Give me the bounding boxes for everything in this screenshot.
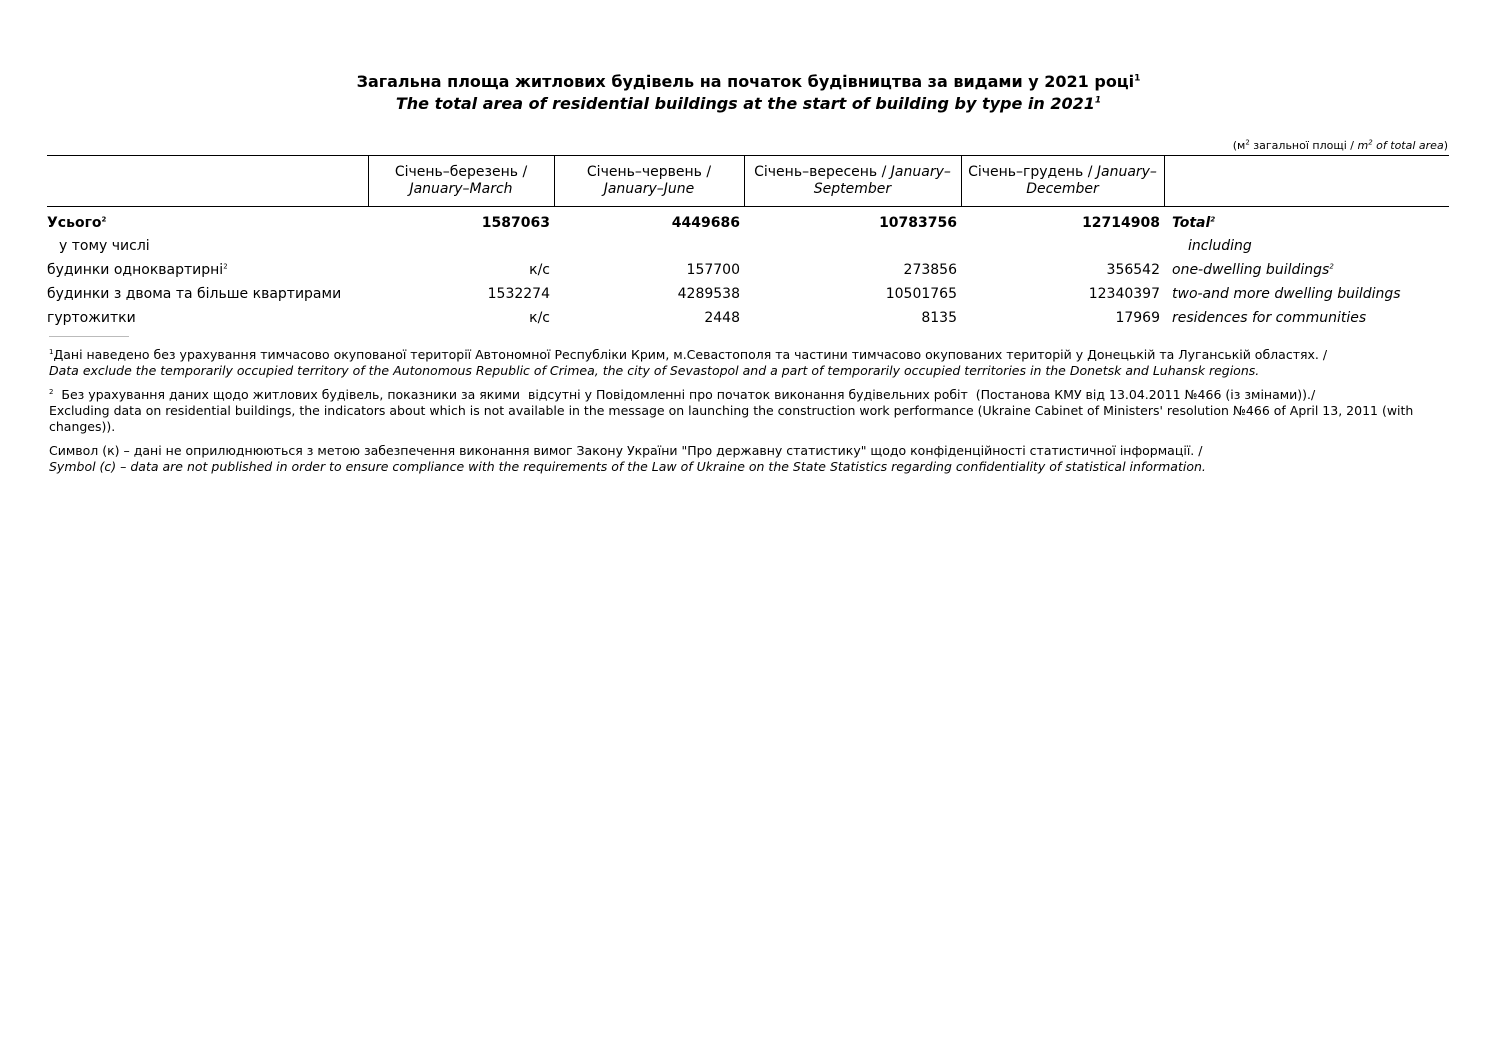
footnote-1-en: Data exclude the temporarily occupied territory of the Autonomous Republic of Crimea, the city of Sevastopol and a part of temporarily occupied territories in the Donetsk and Luhansk regions. bbox=[49, 363, 1260, 378]
footnote-symbol-uk: Символ (к) – дані не оприлюднюються з метою забезпечення виконання вимог Закону України "Про державну статистику" щодо конфіденційності статистичної інформації. / bbox=[49, 443, 1203, 458]
title-english-text: The total area of residential buildings at the start of building by type in 2021 bbox=[395, 94, 1095, 113]
cell-value bbox=[961, 234, 1164, 258]
footnote-2-en: Excluding data on residential buildings, the indicators about which is not available in the message on launching the construction work performance (Ukraine Cabinet of Ministers' resolution №466 of April 13, 2011 (with changes)). bbox=[49, 403, 1414, 434]
row-label-uk-sup: 2 bbox=[101, 215, 107, 224]
footnotes bbox=[49, 347, 1449, 483]
table-row-multi-dwelling bbox=[47, 282, 1449, 306]
row-label-en-text: Total bbox=[1172, 215, 1211, 231]
row-label-uk: будинки з двома та більше квартирами bbox=[47, 286, 342, 302]
cell-value bbox=[554, 234, 744, 258]
cell-value: 273856 bbox=[903, 262, 957, 278]
row-label-en: including bbox=[1188, 238, 1252, 254]
table-row-residences bbox=[47, 306, 1449, 330]
units-note bbox=[1233, 139, 1448, 152]
title-english bbox=[0, 94, 1497, 113]
cell-value: 2448 bbox=[704, 310, 740, 326]
title-ukrainian-footnote-mark: 1 bbox=[1134, 73, 1141, 84]
row-label-en-sup: 2 bbox=[1329, 262, 1334, 271]
column-header-year-uk: Січень–грудень / bbox=[968, 164, 1097, 180]
cell-value: 1532274 bbox=[487, 286, 550, 302]
footnote-symbol bbox=[49, 443, 1449, 475]
column-header-q1-en: January–March bbox=[409, 181, 513, 197]
footnote-2-mark: 2 bbox=[49, 387, 54, 396]
cell-value: 12714908 bbox=[1082, 215, 1160, 231]
cell-value: 10501765 bbox=[885, 286, 957, 302]
column-header-9m-uk: Січень–вересень / bbox=[754, 164, 891, 180]
row-label-uk-text: будинки одноквартирні bbox=[47, 262, 224, 278]
units-en-sup: 2 bbox=[1368, 138, 1373, 147]
units-close: ) bbox=[1443, 139, 1448, 152]
column-header-9m-en: September bbox=[813, 181, 892, 197]
title-ukrainian bbox=[0, 72, 1497, 91]
row-label-en bbox=[1164, 207, 1449, 235]
column-header-year bbox=[961, 156, 1164, 207]
cell-value: к/с bbox=[529, 262, 550, 278]
footnote-separator bbox=[49, 336, 129, 337]
header-blank-right bbox=[1164, 156, 1449, 207]
footnote-1-mark: 1 bbox=[49, 347, 54, 356]
cell-value bbox=[368, 234, 554, 258]
title-ukrainian-text: Загальна площа житлових будівель на початок будівництва за видами у 2021 році bbox=[356, 72, 1135, 91]
footnote-2-uk: Без урахування даних щодо житлових будівель, показники за якими відсутні у Повідомленні про початок виконання будівельних робіт (Постанова КМУ від 13.04.2011 №466 (із змінами))./ bbox=[53, 387, 1316, 402]
table-header-row bbox=[47, 156, 1449, 207]
footnote-1 bbox=[49, 347, 1449, 379]
row-label-en-text: one-dwelling buildings bbox=[1172, 262, 1330, 278]
column-header-9m bbox=[744, 156, 961, 207]
footnote-symbol-en: Symbol (c) – data are not published in order to ensure compliance with the requirements of the Law of Ukraine on the State Statistics regarding confidentiality of statistical information. bbox=[49, 459, 1206, 474]
cell-value: 4289538 bbox=[677, 286, 740, 302]
column-header-q1 bbox=[368, 156, 554, 207]
units-en-rest: of total area bbox=[1372, 139, 1444, 152]
units-uk-sup: 2 bbox=[1245, 138, 1250, 147]
units-uk-rest: загальної площі / bbox=[1249, 139, 1358, 152]
row-label-uk: у тому числі bbox=[59, 238, 150, 254]
row-label-en bbox=[1164, 258, 1449, 282]
cell-value: 8135 bbox=[921, 310, 957, 326]
row-label-en-sup: 2 bbox=[1210, 215, 1216, 224]
table-row-one-dwelling bbox=[47, 258, 1449, 282]
row-label-en: two-and more dwelling buildings bbox=[1172, 286, 1401, 302]
row-label-uk-sup: 2 bbox=[223, 262, 228, 271]
table-row-including bbox=[47, 234, 1449, 258]
row-label-en: residences for communities bbox=[1172, 310, 1367, 326]
footnote-1-uk: Дані наведено без урахування тимчасово окупованої території Автономної Республіки Крим, м.Севастополя та частини тимчасово окупованих територій у Донецькій та Луганській областях. / bbox=[53, 347, 1328, 362]
row-label-uk-text: Усього bbox=[47, 215, 102, 231]
cell-value bbox=[744, 234, 961, 258]
title-english-footnote-mark: 1 bbox=[1094, 95, 1102, 106]
column-header-h1-uk: Січень–червень / bbox=[586, 164, 712, 180]
row-label-uk bbox=[47, 207, 368, 235]
units-uk: (м bbox=[1232, 139, 1246, 152]
cell-value: 10783756 bbox=[879, 215, 957, 231]
column-header-h1-en: January–June bbox=[603, 181, 695, 197]
column-header-9m-en-inline: January– bbox=[890, 164, 951, 180]
units-en: m bbox=[1357, 139, 1369, 152]
cell-value: к/с bbox=[529, 310, 550, 326]
data-table bbox=[47, 155, 1449, 330]
column-header-q1-uk: Січень–березень / bbox=[394, 164, 528, 180]
cell-value: 12340397 bbox=[1088, 286, 1160, 302]
row-label-uk bbox=[47, 258, 368, 282]
cell-value: 1587063 bbox=[481, 215, 550, 231]
cell-value: 17969 bbox=[1115, 310, 1160, 326]
cell-value: 157700 bbox=[686, 262, 740, 278]
cell-value: 356542 bbox=[1106, 262, 1160, 278]
table-row-total bbox=[47, 207, 1449, 235]
row-label-uk: гуртожитки bbox=[47, 310, 136, 326]
column-header-year-en-inline: January– bbox=[1096, 164, 1157, 180]
header-blank-left bbox=[47, 156, 368, 207]
column-header-h1 bbox=[554, 156, 744, 207]
column-header-year-en: December bbox=[1026, 181, 1099, 197]
cell-value: 4449686 bbox=[671, 215, 740, 231]
footnote-2 bbox=[49, 387, 1449, 435]
